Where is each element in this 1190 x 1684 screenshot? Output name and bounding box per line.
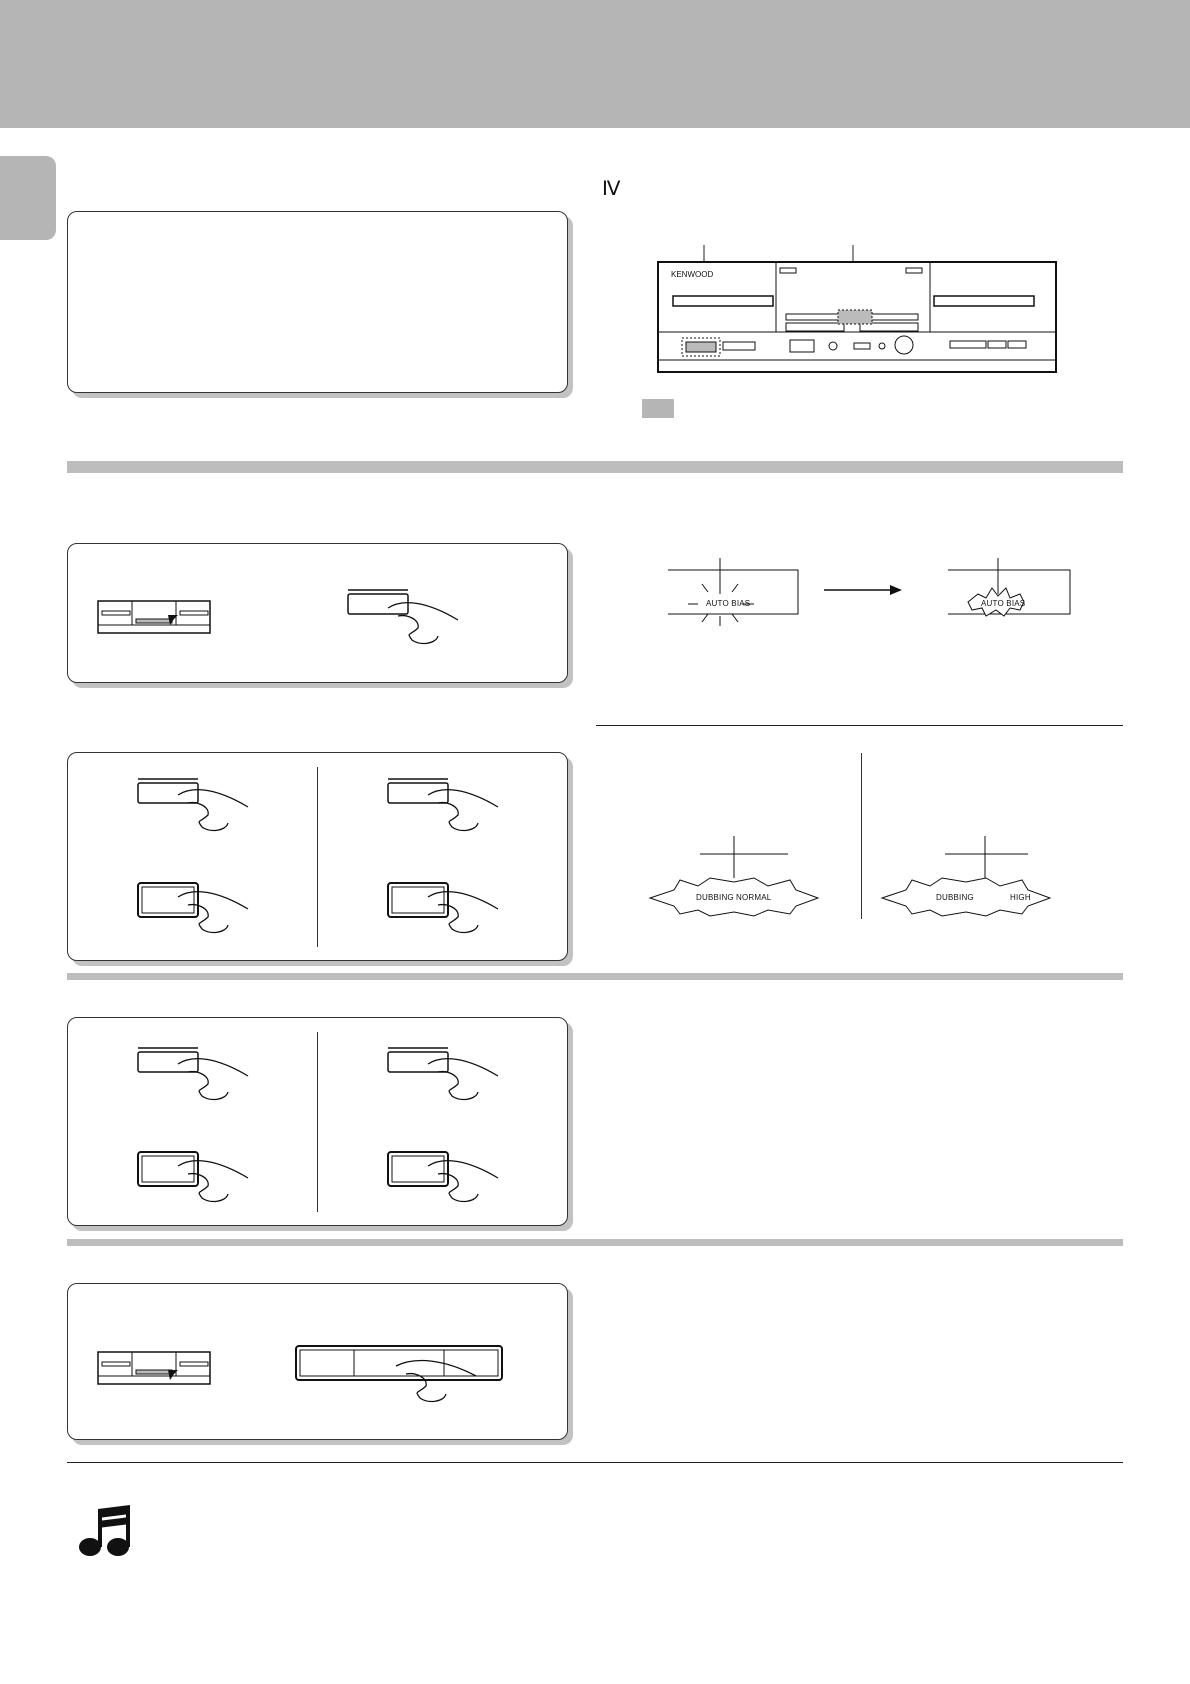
step-frame-3 — [67, 1017, 568, 1226]
button-press-icon — [388, 779, 508, 839]
button-press-icon — [138, 779, 258, 839]
button-press-icon — [138, 1048, 258, 1108]
deck-brand: KENWOOD — [671, 270, 714, 279]
auto-bias-label-blinking: AUTO BIAS — [706, 599, 751, 608]
dubbing-label-normal: DUBBING — [696, 893, 734, 902]
dubbing-display-diagram — [650, 836, 1070, 916]
frame-divider — [317, 767, 318, 947]
key-press-icon — [388, 1152, 508, 1212]
key-press-icon — [388, 883, 508, 943]
deck-front-panel — [650, 240, 1060, 380]
right-thin-rule — [596, 725, 1123, 726]
header-band — [0, 0, 1190, 128]
key-press-icon — [138, 1152, 258, 1212]
step-frame-1 — [67, 543, 568, 683]
button-press-icon — [388, 1048, 508, 1108]
frame-divider — [317, 1032, 318, 1212]
section-rule-3 — [67, 1239, 1123, 1246]
key-press-icon — [138, 883, 258, 943]
note-frame — [67, 211, 568, 393]
small-deck-icon — [98, 1350, 218, 1390]
legend-swatch — [642, 399, 674, 418]
music-note-icon — [78, 1505, 134, 1559]
side-tab — [0, 156, 56, 240]
auto-bias-label-lit: AUTO BIAS — [981, 599, 1026, 608]
auto-bias-display-diagram — [668, 554, 1088, 634]
section-rule — [67, 461, 1123, 473]
wide-key-press-icon — [296, 1346, 516, 1416]
section-numeral: Ⅳ — [602, 178, 621, 200]
step-frame-2 — [67, 752, 568, 961]
dubbing-label-high: DUBBING — [936, 893, 974, 902]
small-deck-icon — [98, 599, 218, 639]
normal-label: NORMAL — [736, 893, 772, 902]
bottom-thin-rule — [67, 1462, 1123, 1463]
press-button-icon — [348, 592, 468, 652]
step-frame-4 — [67, 1283, 568, 1440]
high-label: HIGH — [1010, 893, 1031, 902]
section-rule-2 — [67, 973, 1123, 980]
